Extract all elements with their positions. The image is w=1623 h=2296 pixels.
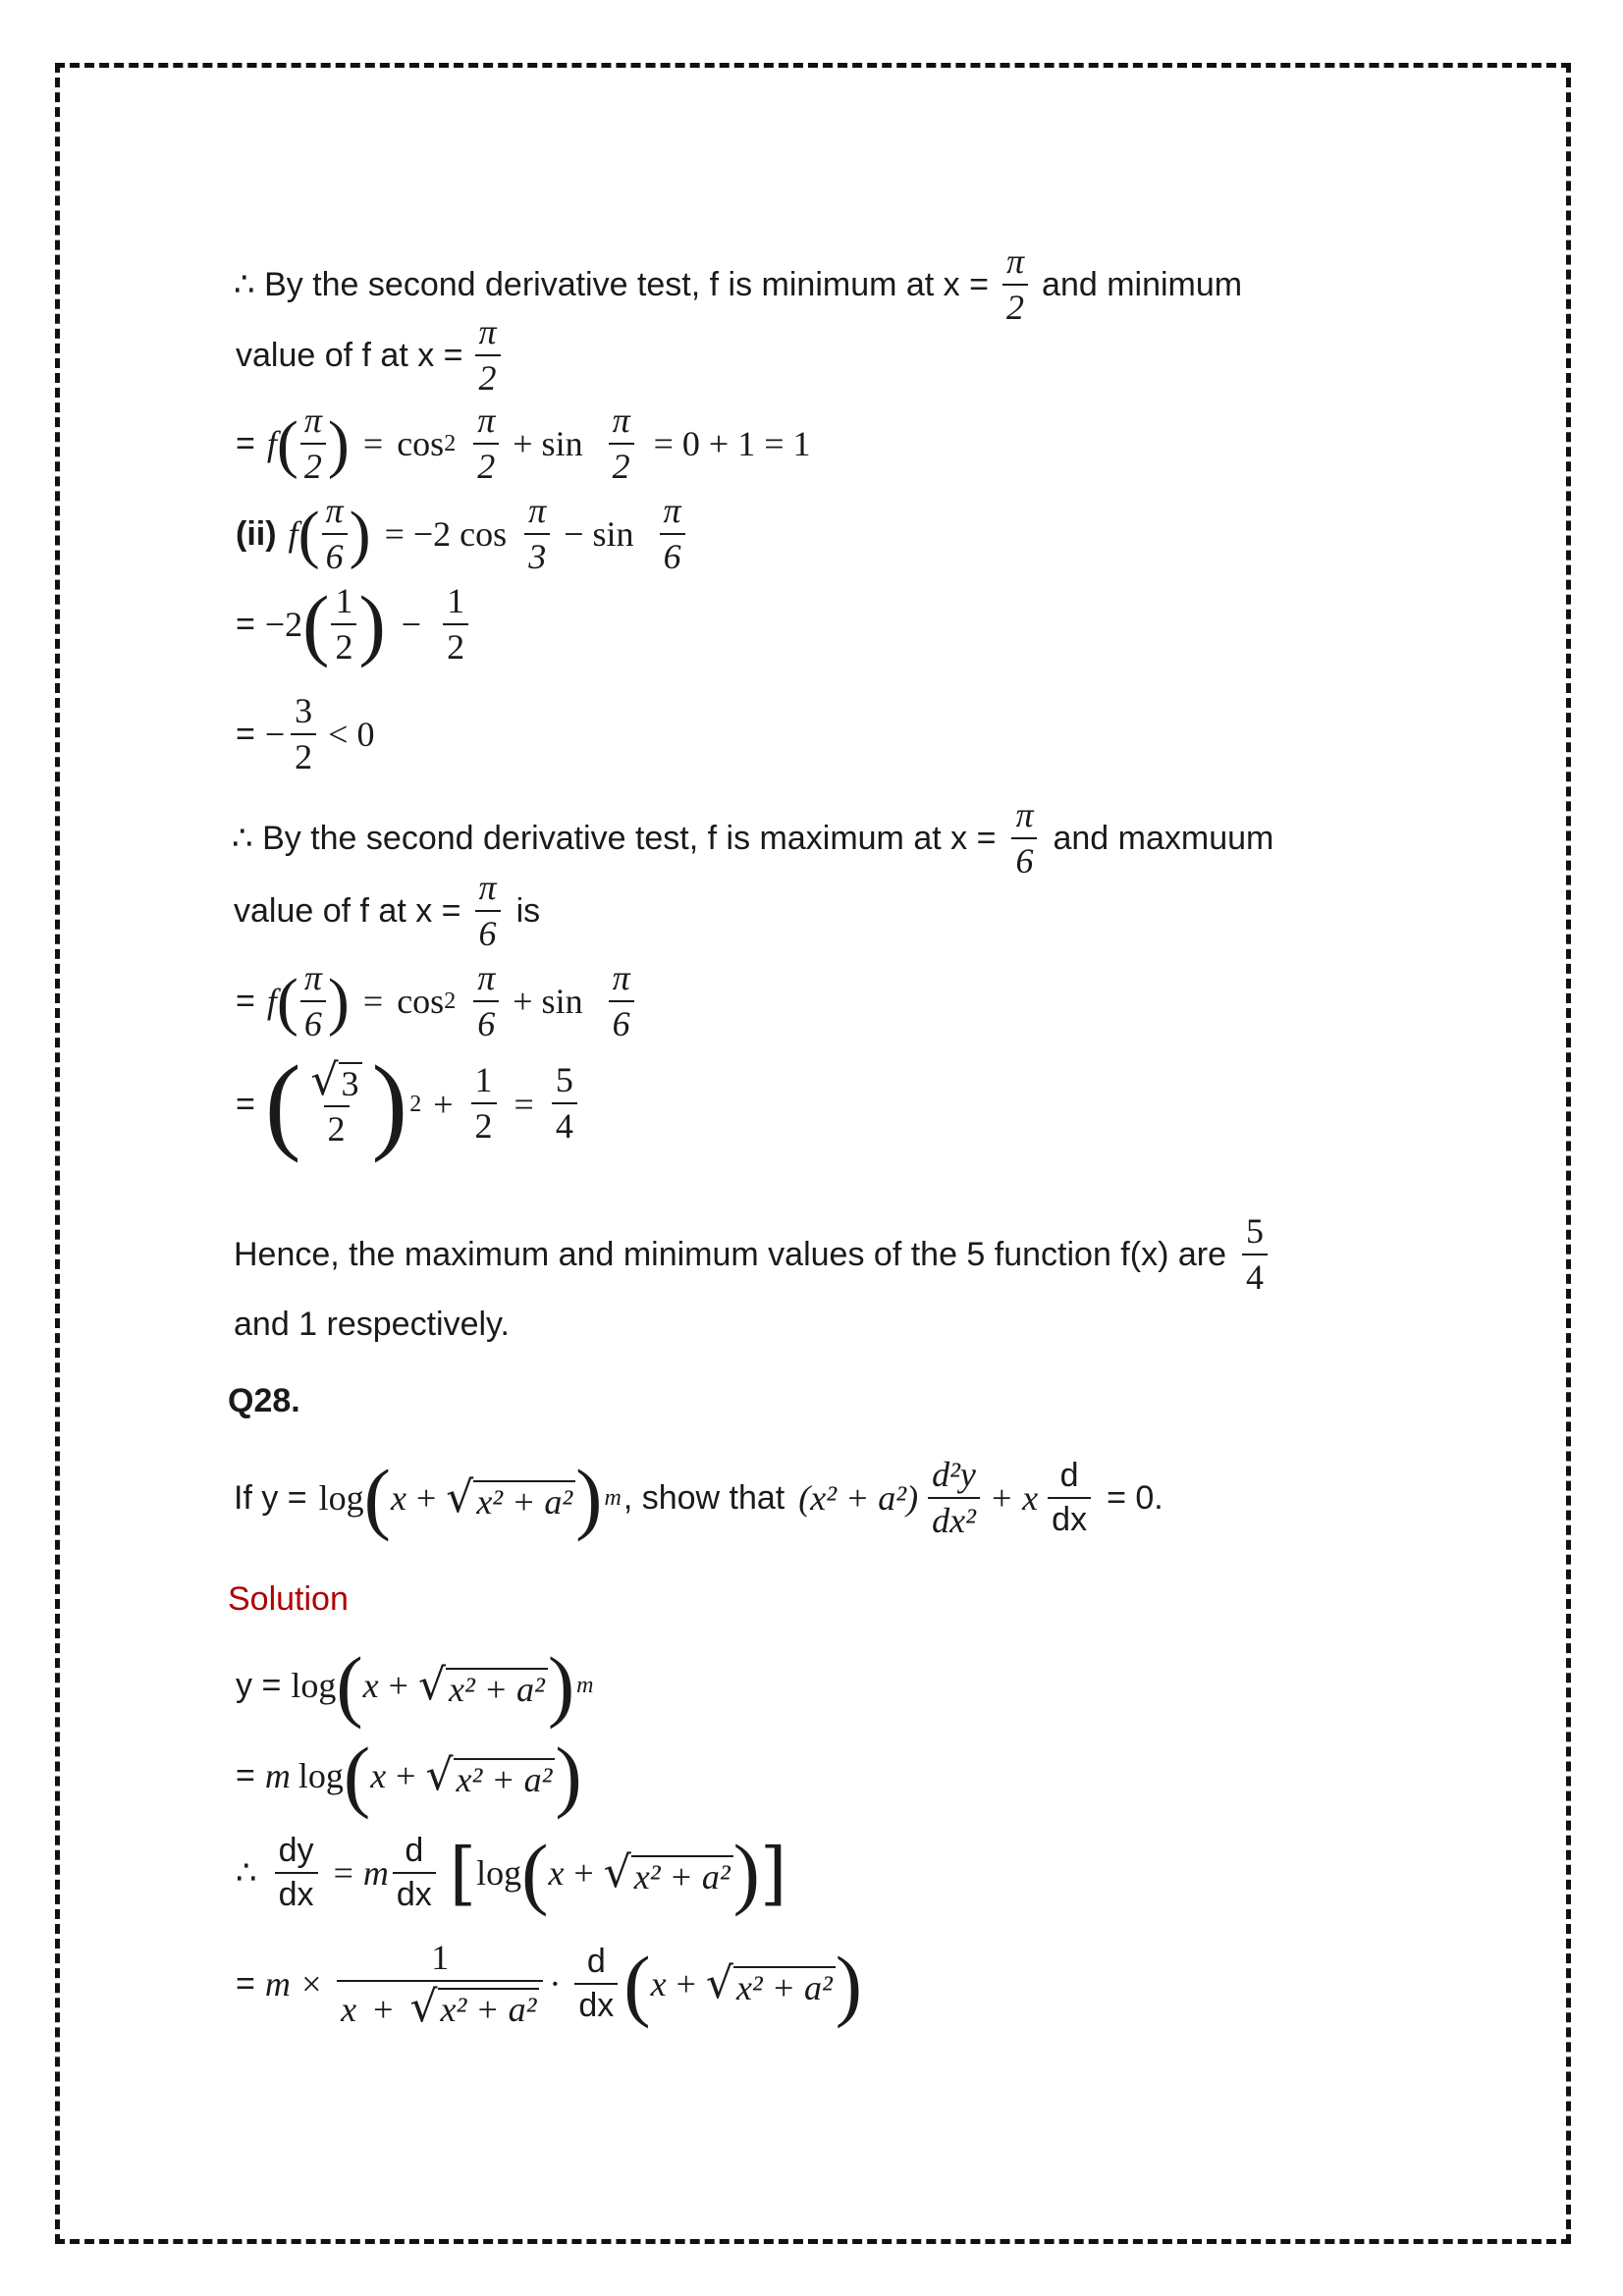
left-paren: ( [343,1731,371,1820]
plus-sign: + [573,1853,594,1894]
hence-text: Hence, the maximum and minimum values of the 5 function f(x) are [234,1236,1226,1274]
right-paren: ) [349,498,371,570]
fraction: $\frac{\pi}{2}$ [475,314,501,398]
derivative-fraction: $\frac{d}{dx}$ [393,1834,436,1912]
var-x: x [390,1478,406,1519]
right-bracket: ] [759,1832,787,1913]
if-y-equals: If y = [234,1479,307,1518]
var-x: x [650,1964,667,2004]
right-paren: ) [555,1731,582,1820]
sqrt: √ x² + a² [706,1962,836,2005]
line-result-ii [236,693,374,776]
fraction: $\frac{\pi}{6}$ [1011,797,1037,881]
equals-sign: = [236,1756,255,1794]
var-x: x [362,1665,379,1705]
line-max-result [236,1043,583,1163]
var-x: x [370,1755,387,1795]
func-f: f [266,982,277,1022]
derivative-fraction: $\frac{d}{dx}$ [574,1945,618,2023]
y-equals: y = [236,1666,282,1704]
min-value-text: value of f at x = [236,337,463,375]
func-f: f [288,514,298,555]
right-paren: ) [358,579,386,669]
left-paren: ( [336,1640,363,1730]
dot-operator: · [549,1964,562,2004]
plus-sign: + [676,1964,696,2004]
log-func: log [298,1755,344,1795]
left-paren: ( [363,1453,391,1543]
plus-sign: + [415,1478,437,1519]
equals-sign: = [236,983,255,1021]
log-func: log [291,1665,337,1705]
fraction: $\frac{\pi}{6}$ [473,960,499,1043]
sqrt: √ x² + a² [446,1476,575,1520]
right-paren: ) [732,1828,760,1918]
cos-func: cos [397,982,445,1022]
exponent: m [576,1672,594,1698]
derivative-fraction: $\frac{\text{d²y}}{\text{dx²}}$ [928,1457,980,1540]
max-value-after: is [515,892,541,931]
respectively-text: and 1 respectively. [234,1306,510,1343]
fraction: $\frac{\pi}{2}$ [1002,243,1028,327]
var-x: x [548,1853,565,1894]
result: = 0 + 1 = 1 [653,424,811,464]
plus-sin: + sin [513,424,583,464]
solution-step-2 [236,1731,582,1820]
fraction: $\frac{\pi}{6}$ [300,960,326,1043]
left-bracket: [ [449,1832,477,1913]
sqrt: √ x² + a² [418,1664,548,1707]
line-hence [234,1213,1273,1297]
left-paren: ( [276,407,298,480]
fraction: 1 x + √ x² + a² [337,1940,543,2029]
question-statement [234,1453,1163,1543]
func-f: f [266,424,277,464]
question-label [228,1384,300,1417]
question-number: Q28. [228,1382,300,1419]
var-m: m [264,1755,291,1795]
plus-sin: + sin [513,982,583,1022]
solution-step-3 [236,1828,787,1918]
fraction: $\frac{\pi}{2}$ [473,402,499,486]
equals-sign: = [236,1085,255,1123]
left-paren: ( [276,965,298,1038]
fraction: $\frac{1}{2}$ [331,583,356,667]
min-test-text: ∴ By the second derivative test, f is minimum at x = [234,266,989,304]
solution-label [228,1582,349,1616]
fraction: $\frac{5}{4}$ [1242,1213,1268,1297]
plus-sign: + [388,1665,408,1705]
sqrt: √ 3 [311,1059,362,1102]
show-that: , show that [622,1479,785,1518]
line-min-value [236,314,507,398]
cos-func: cos [397,424,445,464]
sqrt: √ x² + a² [409,1986,539,2029]
equals-sign: = [236,425,255,463]
right-paren: ) [371,1043,408,1163]
derivative-fraction: $\frac{dy}{dx}$ [275,1834,318,1912]
exponent: 2 [444,988,457,1015]
equals-sign: = [362,982,384,1022]
right-paren: ) [327,965,350,1038]
solution-step-4 [236,1938,863,2032]
var-m: m [362,1853,389,1894]
fraction: $\frac{3}{2}$ [291,693,316,776]
equals-sign: = [236,716,255,754]
right-paren: ) [835,1939,863,2029]
log-func: log [318,1478,364,1519]
equals-zero: = 0. [1107,1479,1163,1518]
line-max-eval [236,960,640,1043]
m-times: m × [264,1964,324,2004]
equals-sign: = [362,424,384,464]
fraction: $\frac{\pi}{6}$ [322,493,348,576]
solution-step-1 [236,1640,594,1730]
fraction: $\frac{1}{2}$ [471,1062,497,1146]
fraction: $\frac{1}{2}$ [443,583,468,667]
sqrt: √ x² + a² [604,1851,733,1895]
max-test-text: ∴ By the second derivative test, f is maximum at x = [232,820,997,858]
fraction: $\frac{5}{4}$ [552,1062,577,1146]
denominator: x + √ x² + a² [337,1980,543,2029]
part-label: (ii) [236,515,277,554]
minus-sin: − sin [564,514,634,555]
exponent: 2 [444,431,457,457]
fraction: $\frac{\pi}{2}$ [300,402,326,486]
plus-sign: + [396,1755,416,1795]
fraction: $\frac{\pi}{2}$ [609,402,634,486]
left-paren: ( [298,498,320,570]
fraction: $\frac{\pi}{6}$ [609,960,634,1043]
equals-sign: = [514,1084,534,1124]
expr: = −2 cos [384,514,508,555]
equals-sign: = [333,1853,353,1894]
fraction: $\frac{\pi}{6}$ [475,870,501,953]
exponent: m [604,1485,622,1512]
right-paren: ) [547,1640,575,1730]
log-func: log [476,1853,522,1894]
derivative-fraction: $\frac{d}{dx}$ [1048,1459,1091,1537]
inequality: < 0 [328,715,375,755]
left-paren: ( [302,579,330,669]
line-substitute [236,579,474,669]
left-paren: ( [264,1043,301,1163]
line-respectively [234,1308,510,1341]
factor: (x² + a²) [798,1478,919,1519]
left-paren: ( [623,1939,651,2029]
therefore-sign: ∴ [236,1854,257,1893]
left-paren: ( [521,1828,549,1918]
min-test-after: and minimum [1042,266,1243,304]
line-part-ii [236,493,691,576]
right-paren: ) [327,407,350,480]
minus-sign: − [264,715,286,755]
fraction: √ 3 2 [307,1059,366,1148]
minus-sign: − [401,605,422,645]
sqrt: √ x² + a² [425,1754,555,1797]
plus-sign: + [433,1084,454,1124]
line-max-test [232,797,1273,881]
equals-sign: = [236,606,255,644]
max-test-after: and maxmuum [1053,820,1274,858]
fraction: $\frac{\pi}{3}$ [524,493,550,576]
plus-x: + x [989,1478,1039,1519]
fraction: $\frac{\pi}{6}$ [660,493,685,576]
right-paren: ) [575,1453,603,1543]
max-value-text: value of f at x = [234,892,461,931]
exponent: 2 [409,1091,422,1117]
line-min-eval [236,402,811,486]
solution-heading: Solution [228,1580,349,1618]
equals-sign: = [236,1965,255,2003]
line-max-value [234,870,540,953]
coefficient: −2 [264,605,303,645]
